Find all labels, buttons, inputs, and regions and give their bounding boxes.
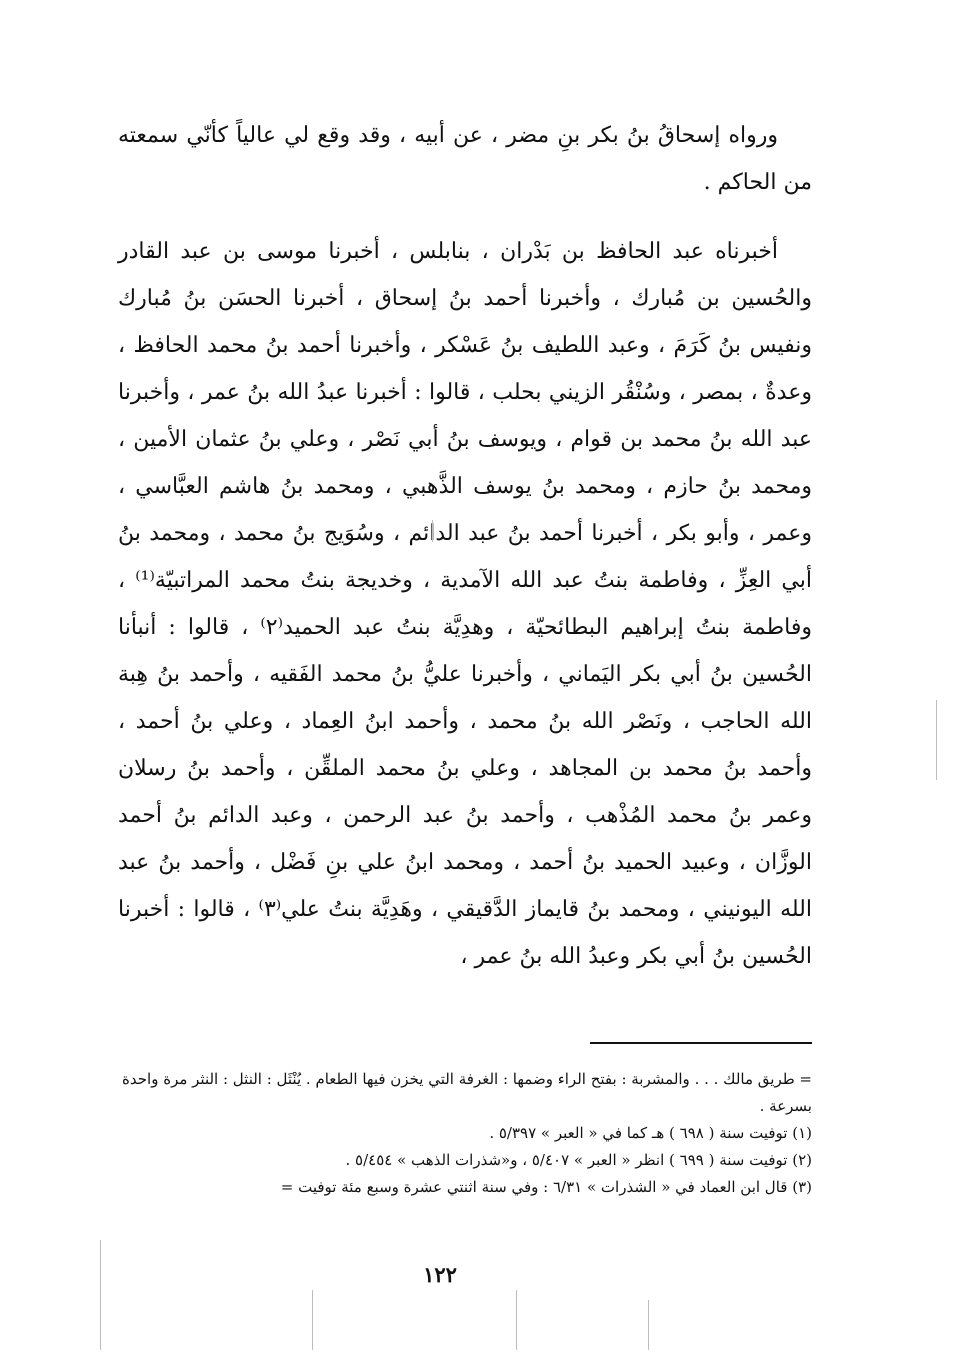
scan-artifact xyxy=(648,1300,649,1350)
footnote-separator xyxy=(590,1042,812,1044)
paragraph xyxy=(118,228,812,980)
footnote-2: (٢) توفيت سنة ( ٦٩٩ ) انظر « العبر » ٥/٤٠٧ ، و«شذرات الذهب » ٥/٤٥٤ . xyxy=(345,1151,812,1169)
paragraph xyxy=(118,112,812,206)
footnote-continuation: = طريق مالك . . . والمشربة : بفتح الراء وضمها : الغرفة التي يخزن فيها الطعام . يُنْثَل : النثل : النثر مرة واحدة بسرعة . xyxy=(122,1070,812,1115)
scan-artifact xyxy=(432,520,433,542)
paragraph-text: أخبرناه عبد الحافظ بن بَدْران ، بنابلس ، أخبرنا موسى بن عبد القادر والحُسين بن مُبارك ، وأخبرنا أحمد بنُ إسحاق ، أخبرنا الحسَن بنُ مُبارك ونفيس بنُ كَرَمَ ، وعبد اللطيف بنُ عَسْكر ، وأخبرنا أحمد بنُ محمد الحافظ ، وعدةٌ ، بمصر ، وسُنْقُر الزيني بحلب ، قالوا : أخبرنا عبدُ الله بنُ عمر ، وأخبرنا عبد الله بنُ محمد بن قوام ، ويوسف بنُ أبي نَصْر ، وعلي بنُ عثمان الأمين ، ومحمد بنُ حازم ، ومحمد بنُ يوسف الذَّهبي ، ومحمد بنُ هاشم العبَّاسي ، وعمر ، وأبو بكر ، أخبرنا أحمد بنُ عبد الدائم ، وسُوَيج بنُ محمد ، ومحمد بنُ أبي العِزِّ ، وفاطمة بنتُ عبد الله الآمدية ، وخديجة بنتُ محمد المراتبيّة⁽¹⁾ ، وفاطمة بنتُ إبراهيم البطائحيّة ، وهدِيَّة بنتُ عبد الحميد⁽٢⁾ ، قالوا : أنبأنا الحُسين بنُ أبي بكر اليَماني ، وأخبرنا عليُّ بنُ محمد الفَقيه ، وأحمد بنُ هِبة الله الحاجب ، ونَصْر الله بنُ محمد ، وأحمد ابنُ العِماد ، وعلي بنُ أحمد ، وأحمد بنُ محمد بن المجاهد ، وعلي بنُ محمد الملقِّن ، وأحمد بنُ رسلان وعمر بنُ محمد المُذْهب ، وأحمد بنُ عبد الرحمن ، وعبد الدائم بنُ أحمد الوزَّان ، وعبيد الحميد بنُ أحمد ، ومحمد ابنُ علي بنِ فَضْل ، وأحمد بنُ عبد الله اليونيني ، ومحمد بنُ قايماز الدَّقيقي ، وهَدِيَّة بنتُ علي⁽٣⁾ ، قالوا : أخبرنا الحُسين بنُ أبي بكر وعبدُ الله بنُ عمر ، xyxy=(118,239,813,969)
scan-artifact xyxy=(936,700,937,780)
page-number: ١٢٢ xyxy=(423,1262,457,1287)
scan-artifact xyxy=(516,1290,517,1350)
footnote-1: (١) توفيت سنة ( ٦٩٨ ) هـ كما في « العبر » ٥/٣٩٧ . xyxy=(489,1124,812,1142)
footnotes xyxy=(118,1066,812,1201)
paragraph-text: ورواه إسحاقُ بنُ بكر بنِ مضر ، عن أبيه ، وقد وقع لي عالياً كأنّي سمعته من الحاكم . xyxy=(118,123,812,195)
scan-artifact xyxy=(312,1290,313,1350)
footnote-3: (٣) قال ابن العماد في « الشذرات » ٦/٣١ : وفي سنة اثنتي عشرة وسبع مئة توفيت = xyxy=(280,1178,812,1196)
main-text xyxy=(118,112,812,980)
scan-artifact xyxy=(100,1240,101,1350)
